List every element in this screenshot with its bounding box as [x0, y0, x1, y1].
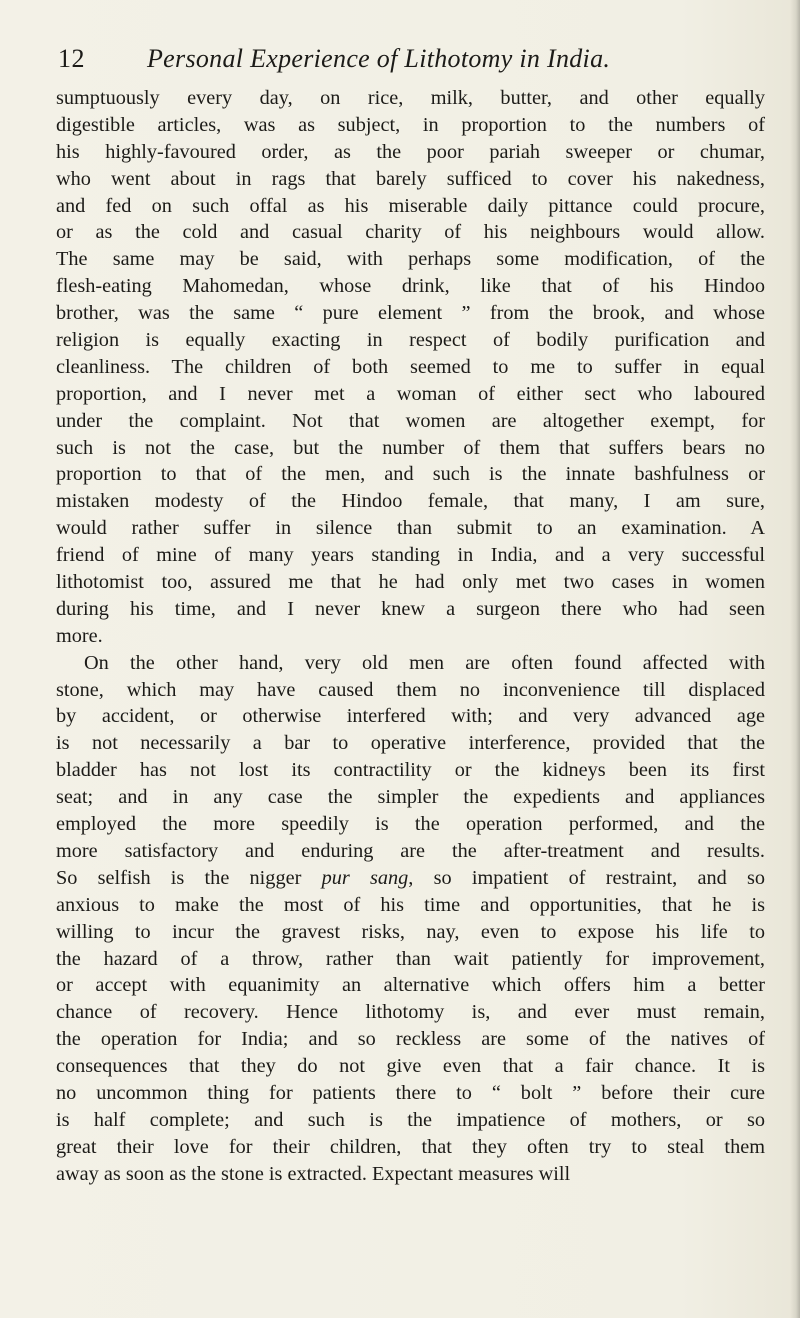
text-line: or accept with equanimity an alternative which offers him a better	[56, 974, 765, 997]
text-line: more satisfactory and enduring are the after-treatment and results.	[56, 839, 765, 862]
text-line: So selfish is the nigger pur sang, so impatient of restraint, and so	[56, 866, 766, 889]
text-line: consequences that they do not give even that a fair chance. It is	[56, 1055, 765, 1078]
text-line: away as soon as the stone is extracted. Expectant measures will	[56, 1162, 571, 1185]
text-line: the operation for India; and so reckless are some of the natives of	[56, 1028, 765, 1051]
page-edge-shadow	[790, 0, 800, 1318]
text-line: lithotomist too, assured me that he had only met two cases in women	[56, 571, 765, 594]
text-line: great their love for their children, that they often try to steal them	[56, 1135, 765, 1158]
text-line: flesh-eating Mahomedan, whose drink, like that of his Hindoo	[56, 275, 765, 298]
text-line: seat; and in any case the simpler the expedients and appliances	[56, 786, 765, 809]
text-line: more.	[56, 624, 103, 647]
text-line: and fed on such offal as his miserable daily pittance could procure,	[56, 194, 765, 217]
body-text	[56, 85, 765, 1188]
paragraph	[56, 650, 765, 1188]
text-line: the hazard of a throw, rather than wait patiently for improvement,	[56, 947, 765, 970]
paragraph	[56, 85, 765, 650]
text-line: sumptuously every day, on rice, milk, butter, and other equally	[56, 87, 765, 109]
text-line: religion is equally exacting in respect of bodily purification and	[56, 329, 765, 352]
text-line: during his time, and I never knew a surgeon there who had seen	[56, 597, 765, 620]
text-line: stone, which may have caused them no inconvenience till displaced	[56, 678, 765, 701]
text-line: no uncommon thing for patients there to “ bolt ” before their cure	[56, 1081, 765, 1104]
text-line: anxious to make the most of his time and opportunities, that he is	[56, 893, 765, 916]
text-line: is half complete; and such is the impatience of mothers, or so	[56, 1108, 765, 1131]
text-line: who went about in rags that barely sufficed to cover his nakedness,	[56, 167, 765, 190]
text-line: proportion to that of the men, and such is the innate bashfulness or	[56, 463, 765, 486]
text-line: On the other hand, very old men are often found affected with	[84, 651, 765, 674]
text-line: cleanliness. The children of both seemed to me to suffer in equal	[56, 355, 765, 378]
text-line: chance of recovery. Hence lithotomy is, and ever must remain,	[56, 1001, 765, 1024]
text-line: under the complaint. Not that women are altogether exempt, for	[56, 409, 765, 432]
text-line: would rather suffer in silence than submit to an examination. A	[56, 517, 765, 540]
text-line: willing to incur the gravest risks, nay, even to expose his life to	[56, 920, 765, 943]
text-line: mistaken modesty of the Hindoo female, that many, I am sure,	[56, 490, 765, 513]
text-line: his highly-favoured order, as the poor pariah sweeper or chumar,	[56, 140, 765, 163]
text-line: or as the cold and casual charity of his neighbours would allow.	[56, 221, 765, 244]
page-number: 12	[58, 44, 85, 73]
text-line: employed the more speedily is the operation performed, and the	[56, 813, 765, 836]
text-line: The same may be said, with perhaps some modification, of the	[56, 248, 765, 271]
text-line: bladder has not lost its contractility or the kidneys been its first	[56, 759, 765, 782]
text-line: digestible articles, was as subject, in proportion to the numbers of	[56, 113, 765, 136]
text-line: brother, was the same “ pure element ” from the brook, and whose	[56, 302, 765, 325]
page-header	[58, 44, 758, 84]
text-line: is not necessarily a bar to operative interference, provided that the	[56, 732, 765, 755]
running-title: Personal Experience of Lithotomy in India.	[147, 44, 611, 73]
text-line: friend of mine of many years standing in India, and a very successful	[56, 544, 765, 567]
text-line: such is not the case, but the number of them that suffers bears no	[56, 436, 765, 459]
text-line: proportion, and I never met a woman of either sect who laboured	[56, 382, 765, 405]
text-line: by accident, or otherwise interfered with; and very advanced age	[56, 705, 765, 728]
